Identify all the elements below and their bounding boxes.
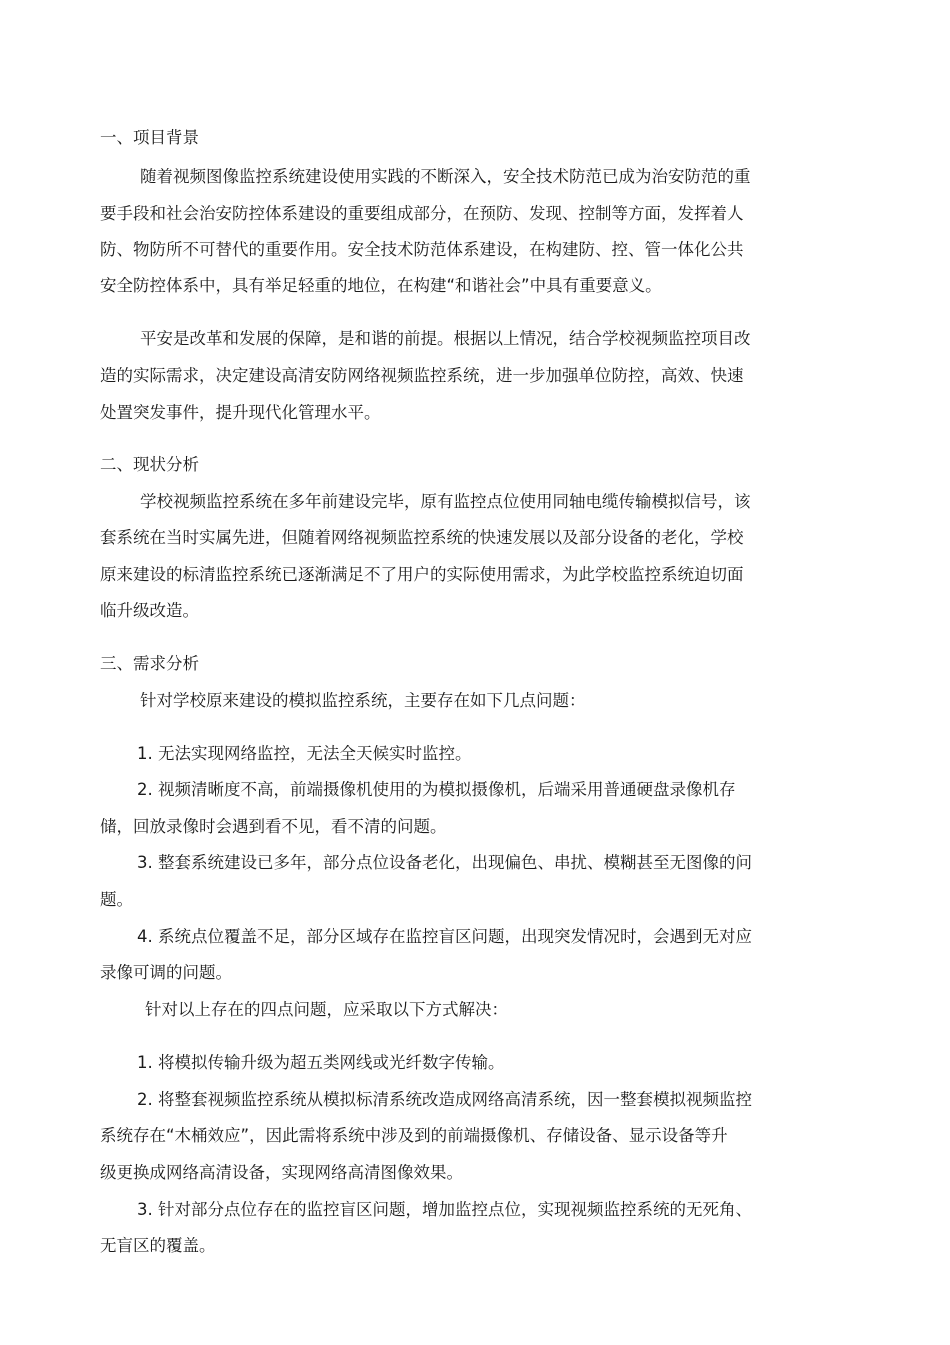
list-item-continuation: 储，回放录像时会遇到看不见，看不清的问题。 [100,817,447,836]
paragraph-line: 临升级改造。 [100,601,199,620]
section-heading: 三、需求分析 [100,654,199,673]
list-item-continuation: 级更换成网络高清设备，实现网络高清图像效果。 [100,1163,463,1182]
list-item-continuation: 无盲区的覆盖。 [100,1236,216,1255]
paragraph-line: 原来建设的标清监控系统已逐渐满足不了用户的实际使用需求，为此学校监控系统迫切面 [100,565,744,584]
paragraph-line: 随着视频图像监控系统建设使用实践的不断深入，安全技术防范已成为治安防范的重 [140,167,751,186]
paragraph-line: 防、物防所不可替代的重要作用。安全技术防范体系建设，在构建防、控、管一体化公共 [100,240,744,259]
paragraph-line: 造的实际需求，决定建设高清安防网络视频监控系统，进一步加强单位防控，高效、快速 [100,366,744,385]
paragraph-line: 安全防控体系中，具有举足轻重的地位，在构建“和谐社会”中具有重要意义。 [100,276,662,295]
section-heading: 一、项目背景 [100,128,199,147]
paragraph-line: 针对以上存在的四点问题，应采取以下方式解决： [145,1000,508,1019]
section-heading: 二、现状分析 [100,455,199,474]
paragraph-line: 处置突发事件，提升现代化管理水平。 [100,403,381,422]
list-item-continuation: 题。 [100,890,133,909]
list-item: 4. 系统点位覆盖不足，部分区域存在监控盲区问题，出现突发情况时，会遇到无对应 [137,927,752,946]
list-item: 2. 将整套视频监控系统从模拟标清系统改造成网络高清系统，因一整套模拟视频监控 [137,1090,752,1109]
list-item-continuation: 系统存在“木桶效应”，因此需将系统中涉及到的前端摄像机、存储设备、显示设备等升 [100,1126,728,1145]
list-item-continuation: 录像可调的问题。 [100,963,232,982]
paragraph-line: 要手段和社会治安防控体系建设的重要组成部分，在预防、发现、控制等方面，发挥着人 [100,204,744,223]
list-item: 1. 将模拟传输升级为超五类网线或光纤数字传输。 [137,1053,505,1072]
paragraph-line: 套系统在当时实属先进，但随着网络视频监控系统的快速发展以及部分设备的老化，学校 [100,528,744,547]
paragraph-line: 学校视频监控系统在多年前建设完毕，原有监控点位使用同轴电缆传输模拟信号，该 [140,492,751,511]
paragraph-line: 针对学校原来建设的模拟监控系统，主要存在如下几点问题： [140,691,586,710]
paragraph-line: 平安是改革和发展的保障，是和谐的前提。根据以上情况，结合学校视频监控项目改 [140,329,751,348]
list-item: 2. 视频清晰度不高，前端摄像机使用的为模拟摄像机，后端采用普通硬盘录像机存 [137,780,736,799]
list-item: 3. 整套系统建设已多年，部分点位设备老化，出现偏色、串扰、模糊甚至无图像的问 [137,853,752,872]
list-item: 3. 针对部分点位存在的监控盲区问题，增加监控点位，实现视频监控系统的无死角、 [137,1200,752,1219]
list-item: 1. 无法实现网络监控，无法全天候实时监控。 [137,744,472,763]
